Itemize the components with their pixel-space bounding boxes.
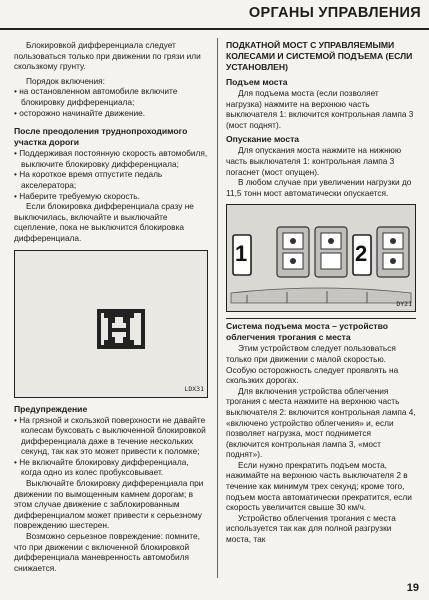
diff-lock-icon xyxy=(15,251,207,397)
section-title: После преодоления труднопроходимого участка дороги xyxy=(14,126,188,148)
intro-paragraph: Блокировкой дифференциала следует пользоваться только при движении по грязи или скользкому грунту. xyxy=(14,40,201,72)
lift-paragraph: Для подъема моста (если позволяет нагрузка) нажмите на верхнюю часть выключателя 1: включится контрольная лампа 3 (мост поднят). xyxy=(226,88,414,130)
order-label: Порядок включения: xyxy=(26,75,105,86)
warning-paragraph: Возможно серьезное повреждение: помните, что при движении с включенной блокировкой дифференциала маневренность автомобиля снижается. xyxy=(14,531,200,573)
subsection-title: Подъем моста xyxy=(226,77,288,87)
section-item: • Наберите требуемую скорость. xyxy=(14,190,140,201)
dashboard-switches-illustration xyxy=(227,205,415,311)
figure-code: DY21 xyxy=(396,299,412,308)
system-paragraph: Этим устройством следует пользоваться только при движении с малой скоростью. Особую осторожность следует проявлять на скользких дорогах. xyxy=(226,343,399,386)
right-column xyxy=(226,40,416,545)
section-item: • Поддерживая постоянную скорость автомобиля, выключите блокировку дифференциала; xyxy=(14,148,208,169)
figure-code: LDX31 xyxy=(184,384,204,393)
header-rule xyxy=(0,28,429,30)
diff-lock-figure xyxy=(14,250,208,398)
warning-item: • На грязной и скользкой поверхности не давайте колесам буксовать с выключенной блокировкой дифференциала даже в течение нескольких секунд, так как это может привести к поломке; xyxy=(14,414,206,457)
switch-1-label: 1 xyxy=(235,241,248,267)
lower-note: В любом случае при увеличении нагрузки до 11,5 тонн мост автоматически опускается. xyxy=(226,177,412,198)
left-column xyxy=(14,40,208,573)
order-item: • на остановленном автомобиле включите блокировку дифференциала; xyxy=(14,86,178,107)
system-paragraph: Для включения устройства облегчения трогания с места нажмите на верхнюю часть выключателя 2: включится контрольная лампа 4, «включено устройство облегчения» и, если позволяет нагрузка, мост поднимется (включится контрольная лампа 3, «мост поднят»). xyxy=(226,385,416,460)
subsection-title: Опускание моста xyxy=(226,134,300,145)
system-paragraph: Если нужно прекратить подъем моста, нажимайте на верхнюю часть выключателя 2 в течение как минимум трех секунд; кроме того, подъем моста автоматически прекратится, если скорость увеличится свыше 30 км/ч. xyxy=(226,459,412,513)
page-number: 19 xyxy=(406,582,419,594)
warning-paragraph: Выключайте блокировку дифференциала при движении по вымощенным камнем дорогам; в этом случае движение с заблокированным дифференциалом может привести к серьезному повреждению шестерен. xyxy=(14,478,204,531)
system-paragraph: Устройство облегчения трогания с места используется так как для полной разгрузки моста, так xyxy=(226,512,396,545)
switch-2-label: 2 xyxy=(355,241,368,267)
section-title: ПОДКАТНОЙ МОСТ С УПРАВЛЯЕМЫМИ КОЛЕСАМИ И СИСТЕМОЙ ПОДЪЕМА (ЕСЛИ УСТАНОВЛЕН) xyxy=(226,40,413,72)
column-divider xyxy=(217,38,218,578)
warning-title: Предупреждение xyxy=(14,403,88,414)
section-title: Система подъема моста – устройство облегчения трогания с места xyxy=(226,318,416,343)
dashboard-switches-figure xyxy=(226,204,416,312)
warning-item: • Не включайте блокировку дифференциала, когда одно из колес пробуксовывает. xyxy=(14,456,189,478)
lower-paragraph: Для опускания моста нажмите на нижнюю часть выключателя 1: контрольная лампа 3 погаснет (мост опущен). xyxy=(226,145,402,177)
page-header-title: ОРГАНЫ УПРАВЛЕНИЯ xyxy=(248,5,421,21)
order-item: • осторожно начинайте движение. xyxy=(14,107,146,118)
section-item: • На короткое время отпустите педаль акселератора; xyxy=(14,169,163,190)
section-paragraph: Если блокировка дифференциала сразу не выключилась, включайте и выключайте сцепление, пока не выключится блокировка дифференциала. xyxy=(14,201,194,243)
